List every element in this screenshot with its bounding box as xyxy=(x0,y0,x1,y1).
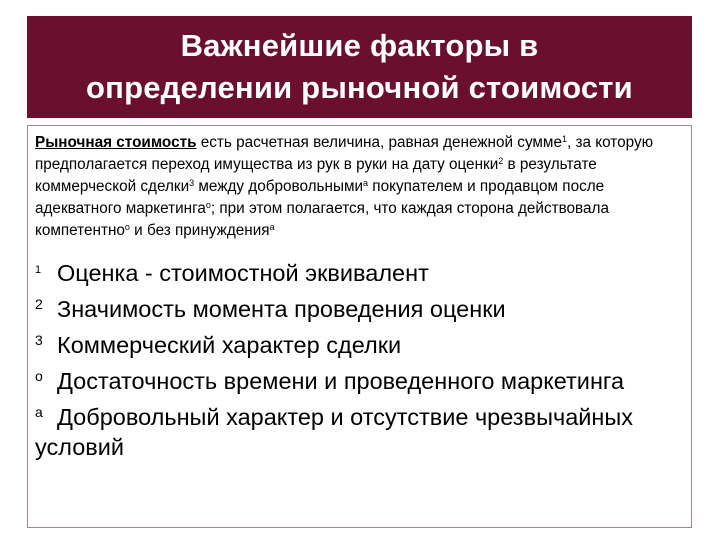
footnote-mark-2: 2 xyxy=(498,156,504,166)
footnote-mark-a-2: a xyxy=(269,222,275,232)
footnote-item: a Добровольный характер и отсутствие чрезвычайных условий xyxy=(35,404,634,460)
content-panel xyxy=(27,125,692,528)
footnote-item: 2 Значимость момента проведения оценки xyxy=(35,296,506,322)
title-banner xyxy=(27,16,692,118)
footnote-list xyxy=(35,258,681,462)
title-line-1: Важнейшие факторы в xyxy=(180,28,539,63)
footnote-text: Коммерческий характер сделки xyxy=(57,332,402,358)
footnote-item: o Достаточность времени и проведенного маркетинга xyxy=(35,368,625,394)
footnote-item: 3 Коммерческий характер сделки xyxy=(35,332,402,358)
definition-text-6: ; при этом полагается, что каждая сторона действовала компетентно xyxy=(35,200,609,239)
definition-paragraph xyxy=(35,132,681,242)
footnote-text: Оценка - стоимостной эквивалент xyxy=(57,260,429,286)
footnote-mark-o: o xyxy=(205,200,211,210)
footnote-mark-3: 3 xyxy=(189,178,195,188)
definition-text-5: покупателем и продавцом после адекватного маркетинга xyxy=(35,178,605,217)
definition-text-4: между добровольными xyxy=(194,178,364,195)
definition-text-3: в результате коммерческой сделки xyxy=(35,156,597,195)
footnote-text: Достаточность времени и проведенного маркетинга xyxy=(57,368,625,394)
definition-term: Рыночная стоимость xyxy=(35,134,197,151)
footnote-mark-a: a xyxy=(363,178,369,188)
footnote-mark-1: 1 xyxy=(561,134,567,144)
slide-title xyxy=(86,25,633,109)
definition-text-1: есть расчетная величина, равная денежной сумме xyxy=(196,134,562,151)
footnote-text: Значимость момента проведения оценки xyxy=(57,296,506,322)
footnote-item: 1 Оценка - стоимостной эквивалент xyxy=(35,260,429,286)
footnote-mark-o-2: o xyxy=(124,222,130,232)
definition-text-7: и без принуждения xyxy=(129,222,270,239)
definition-text-2: , за которую предполагается переход имущества из рук в руки на дату оценки xyxy=(35,134,654,173)
title-line-2: определении рыночной стоимости xyxy=(86,70,633,105)
footnote-text: Добровольный характер и отсутствие чрезвычайных условий xyxy=(35,404,634,460)
